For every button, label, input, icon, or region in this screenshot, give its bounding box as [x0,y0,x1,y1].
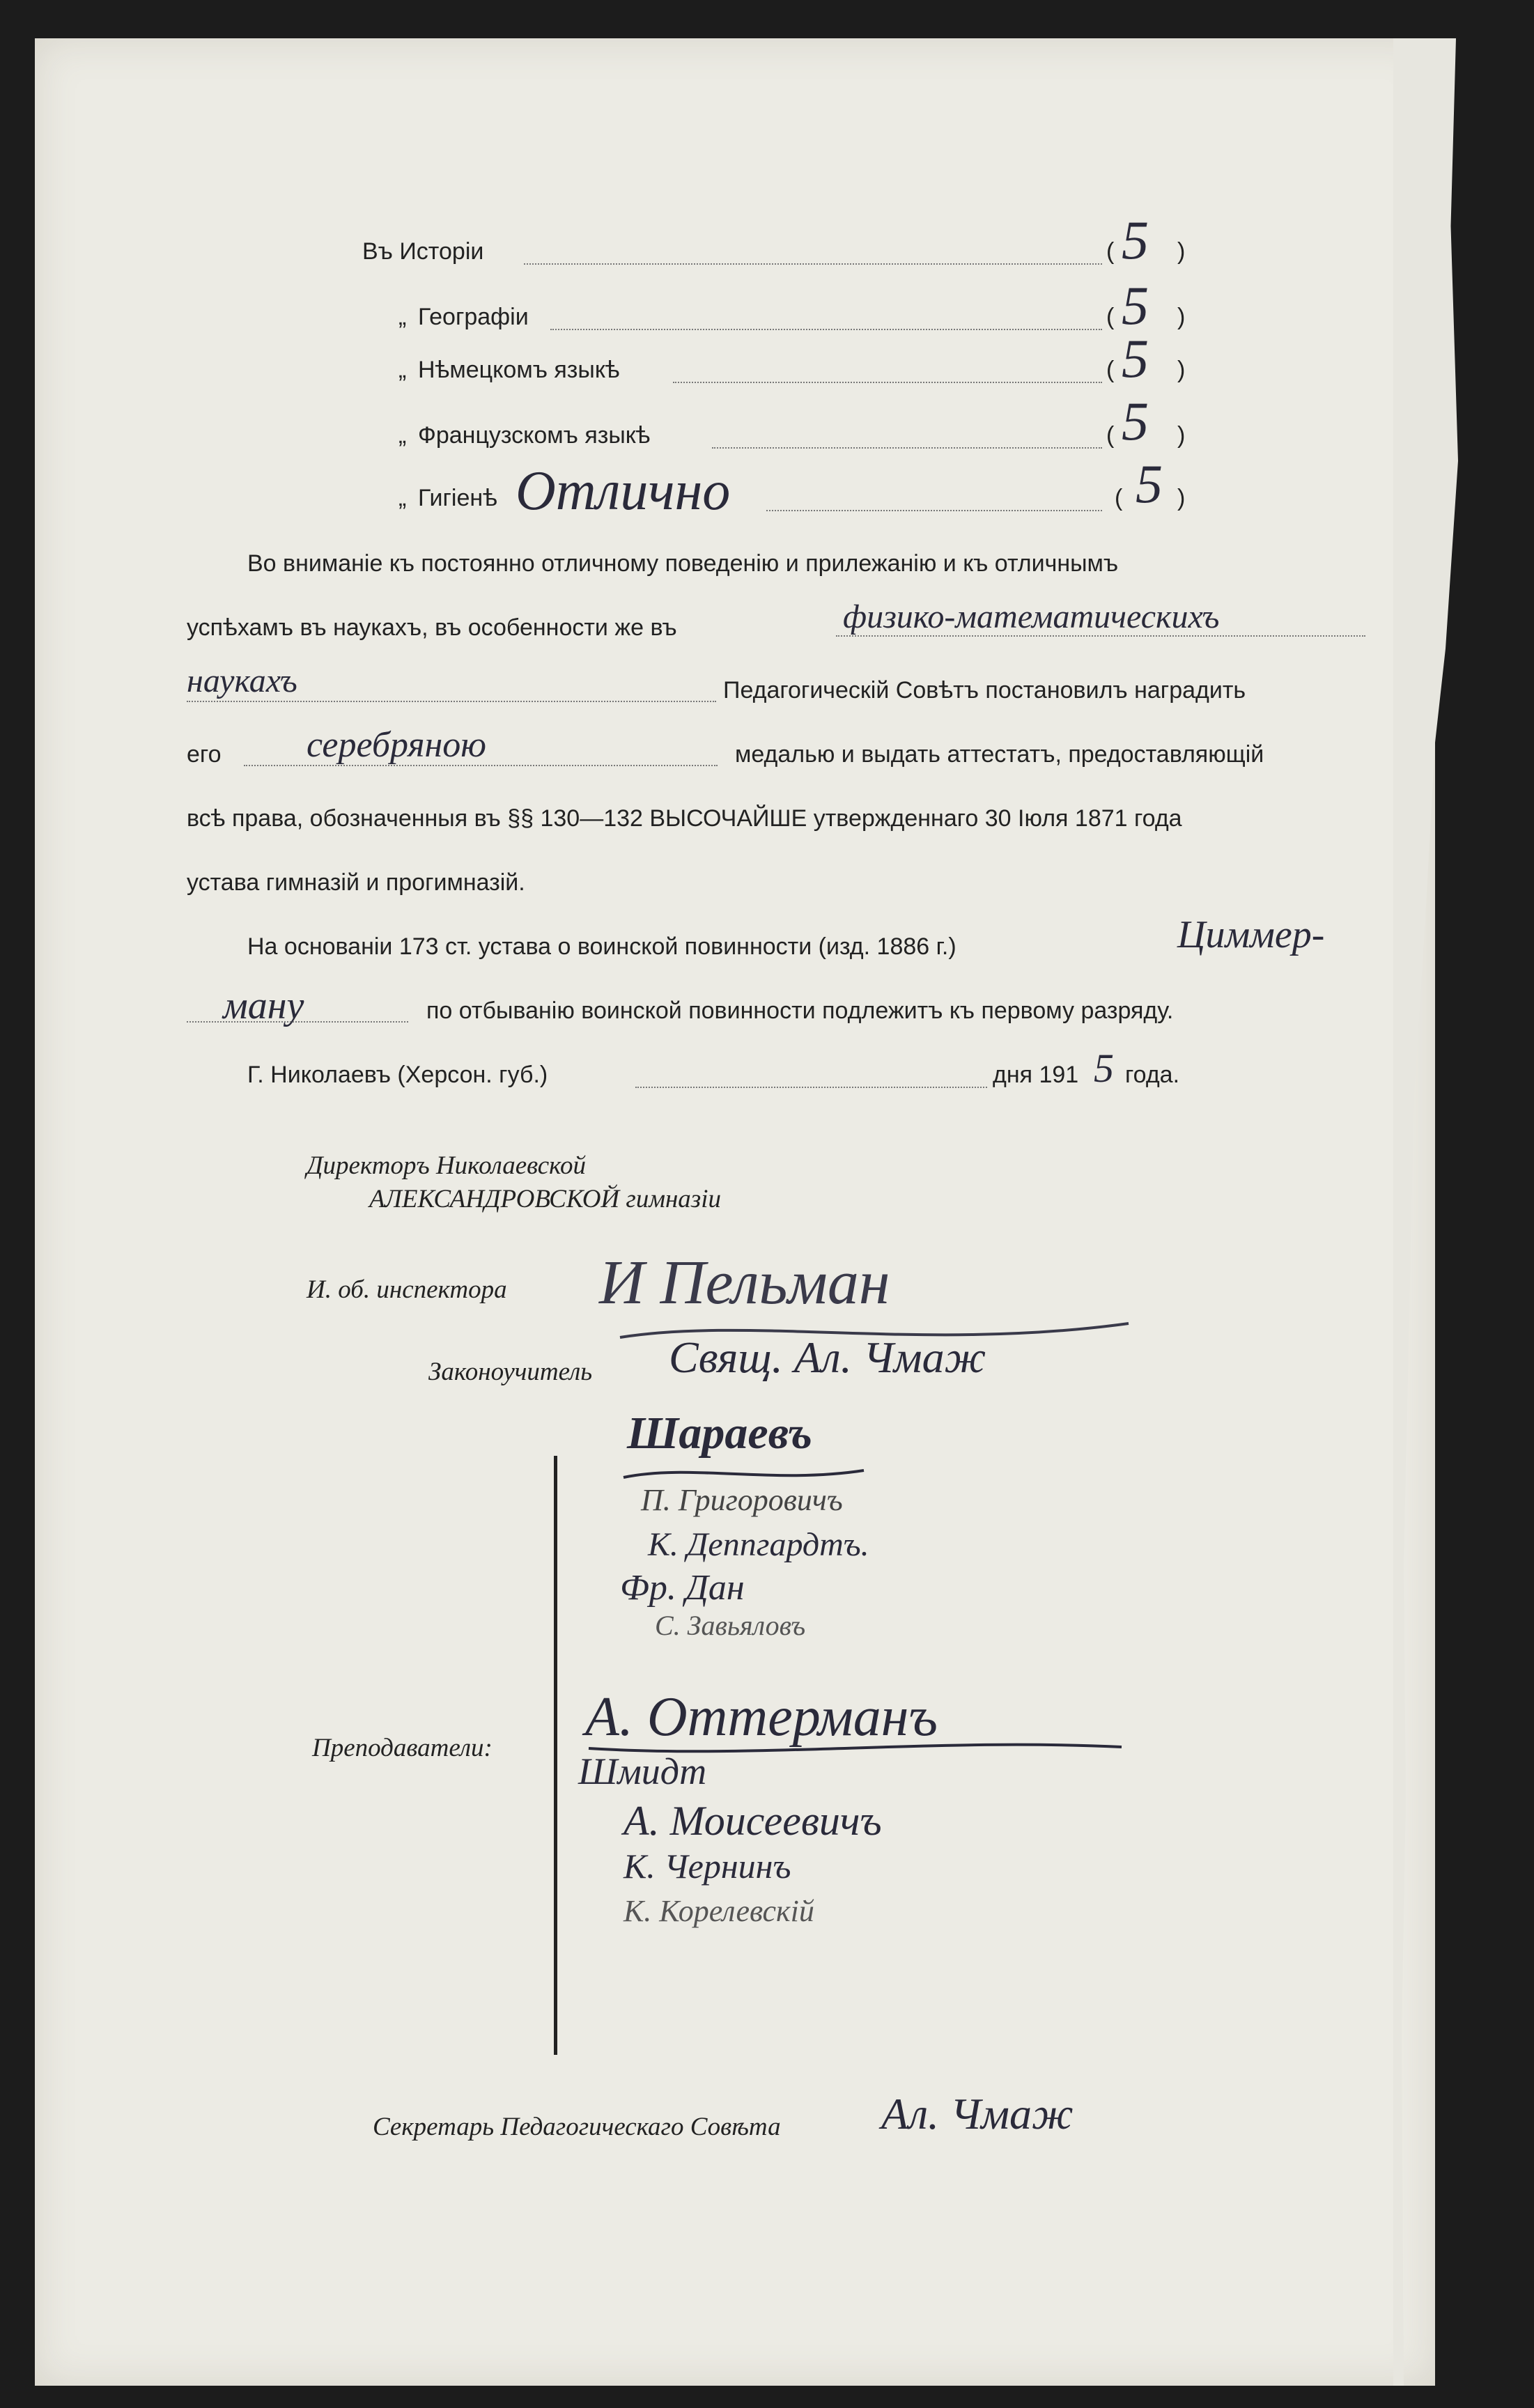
day-label: дня 191 [993,1062,1079,1088]
document-page [35,38,1435,2386]
handwritten-surname: ману [223,984,304,1027]
teacher-signature: Фр. Дан [620,1568,745,1608]
paragraph-line: Педагогическій Совѣтъ постановилъ наградить [723,677,1246,704]
handwritten-surname: Циммер- [1177,913,1325,956]
paren-close: ) [1177,238,1186,265]
dotted-line [524,263,1102,265]
teacher-signature: А. Моисеевичъ [623,1798,882,1844]
dotted-line [635,1087,987,1088]
paragraph-line: устава гимназій и прогимназій. [187,869,525,896]
grade-subject: Французскомъ языкѣ [418,422,651,449]
ditto-mark: „ [398,422,407,449]
teacher-signature: К. Корелевскій [623,1894,814,1928]
paragraph-line: успѣхамъ въ наукахъ, въ особенности же въ [187,614,677,641]
gymnasium-name: АЛЕКСАНДРОВСКОЙ гимназіи [369,1185,722,1213]
year-label: года. [1125,1062,1180,1088]
paragraph-line: всѣ права, обозначенныя въ §§ 130—132 ВЫСОЧАЙШЕ утвержденнаго 30 Іюля 1871 года [187,805,1182,832]
teacher-signature: А. Оттерманъ [585,1686,938,1748]
teacher-signature: Шараевъ [627,1408,812,1459]
grade-subject: Въ Исторіи [362,238,484,265]
ditto-mark: „ [398,485,407,511]
grade-value: 5 [1122,210,1149,270]
paragraph-line: На основаніи 173 ст. устава о воинской повинности (изд. 1886 г.) [247,933,956,960]
paren-open: ( [1106,422,1115,449]
paren-close: ) [1177,304,1186,330]
paragraph-line: медалью и выдать аттестатъ, предоставляющій [735,741,1264,768]
ditto-mark: „ [398,357,407,383]
secretary-signature: Ал. Чмаж [881,2089,1074,2138]
handwritten-subjects: наукахъ [187,662,297,699]
paragraph-line: Во вниманіе къ постоянно отличному поведенію и прилежанію и къ отличнымъ [247,550,1119,577]
grade-value: 5 [1136,453,1163,514]
teacher-signature: К. Чернинъ [623,1847,791,1886]
teachers-label: Преподаватели: [312,1734,493,1762]
paren-close: ) [1177,485,1186,511]
director-title: Директоръ Николаевской [307,1151,587,1180]
chaplain-signature: Свящ. Ал. Чмаж [669,1333,986,1382]
paren-open: ( [1106,304,1115,330]
handwritten-grade-word: Отлично [516,460,731,522]
grade-subject: Географіи [418,304,529,330]
dotted-line [187,1021,408,1023]
teacher-signature: К. Деппгардтъ. [648,1526,869,1563]
grade-value: 5 [1122,328,1149,389]
paragraph-line: по отбыванію воинской повинности подлежитъ къ первому разряду. [426,997,1174,1024]
inspector-signature: И Пельман [599,1248,890,1317]
place-text: Г. Николаевъ (Херсон. губ.) [247,1062,548,1088]
dotted-line [766,510,1102,511]
chaplain-label: Законоучитель [428,1358,593,1386]
dotted-line [712,447,1102,449]
handwritten-year-digit: 5 [1094,1046,1114,1091]
teacher-signature: Шмидт [578,1750,707,1792]
paren-open: ( [1115,485,1123,511]
paragraph-line: его [187,741,222,768]
dotted-line [244,765,718,766]
grade-subject: Гигіенѣ [418,485,497,511]
ditto-mark: „ [398,304,407,330]
handwritten-subjects: физико-математическихъ [843,598,1220,635]
inspector-label: И. об. инспектора [307,1275,507,1304]
grade-subject: Нѣмецкомъ языкѣ [418,357,620,383]
dotted-line [836,635,1365,637]
dotted-line [187,701,716,702]
teachers-bracket-line [554,1456,557,2055]
paren-close: ) [1177,422,1186,449]
paren-close: ) [1177,357,1186,383]
secretary-label: Секретарь Педагогическаго Совѣта [373,2113,781,2141]
grade-value: 5 [1122,275,1149,336]
teacher-signature: П. Григоровичъ [641,1483,843,1517]
paren-open: ( [1106,357,1115,383]
handwritten-medal: серебряною [307,725,486,765]
teacher-signature: С. Завьяловъ [655,1610,806,1641]
paren-open: ( [1106,238,1115,265]
grade-value: 5 [1122,391,1149,451]
dotted-line [673,382,1102,383]
dotted-line [550,329,1102,330]
